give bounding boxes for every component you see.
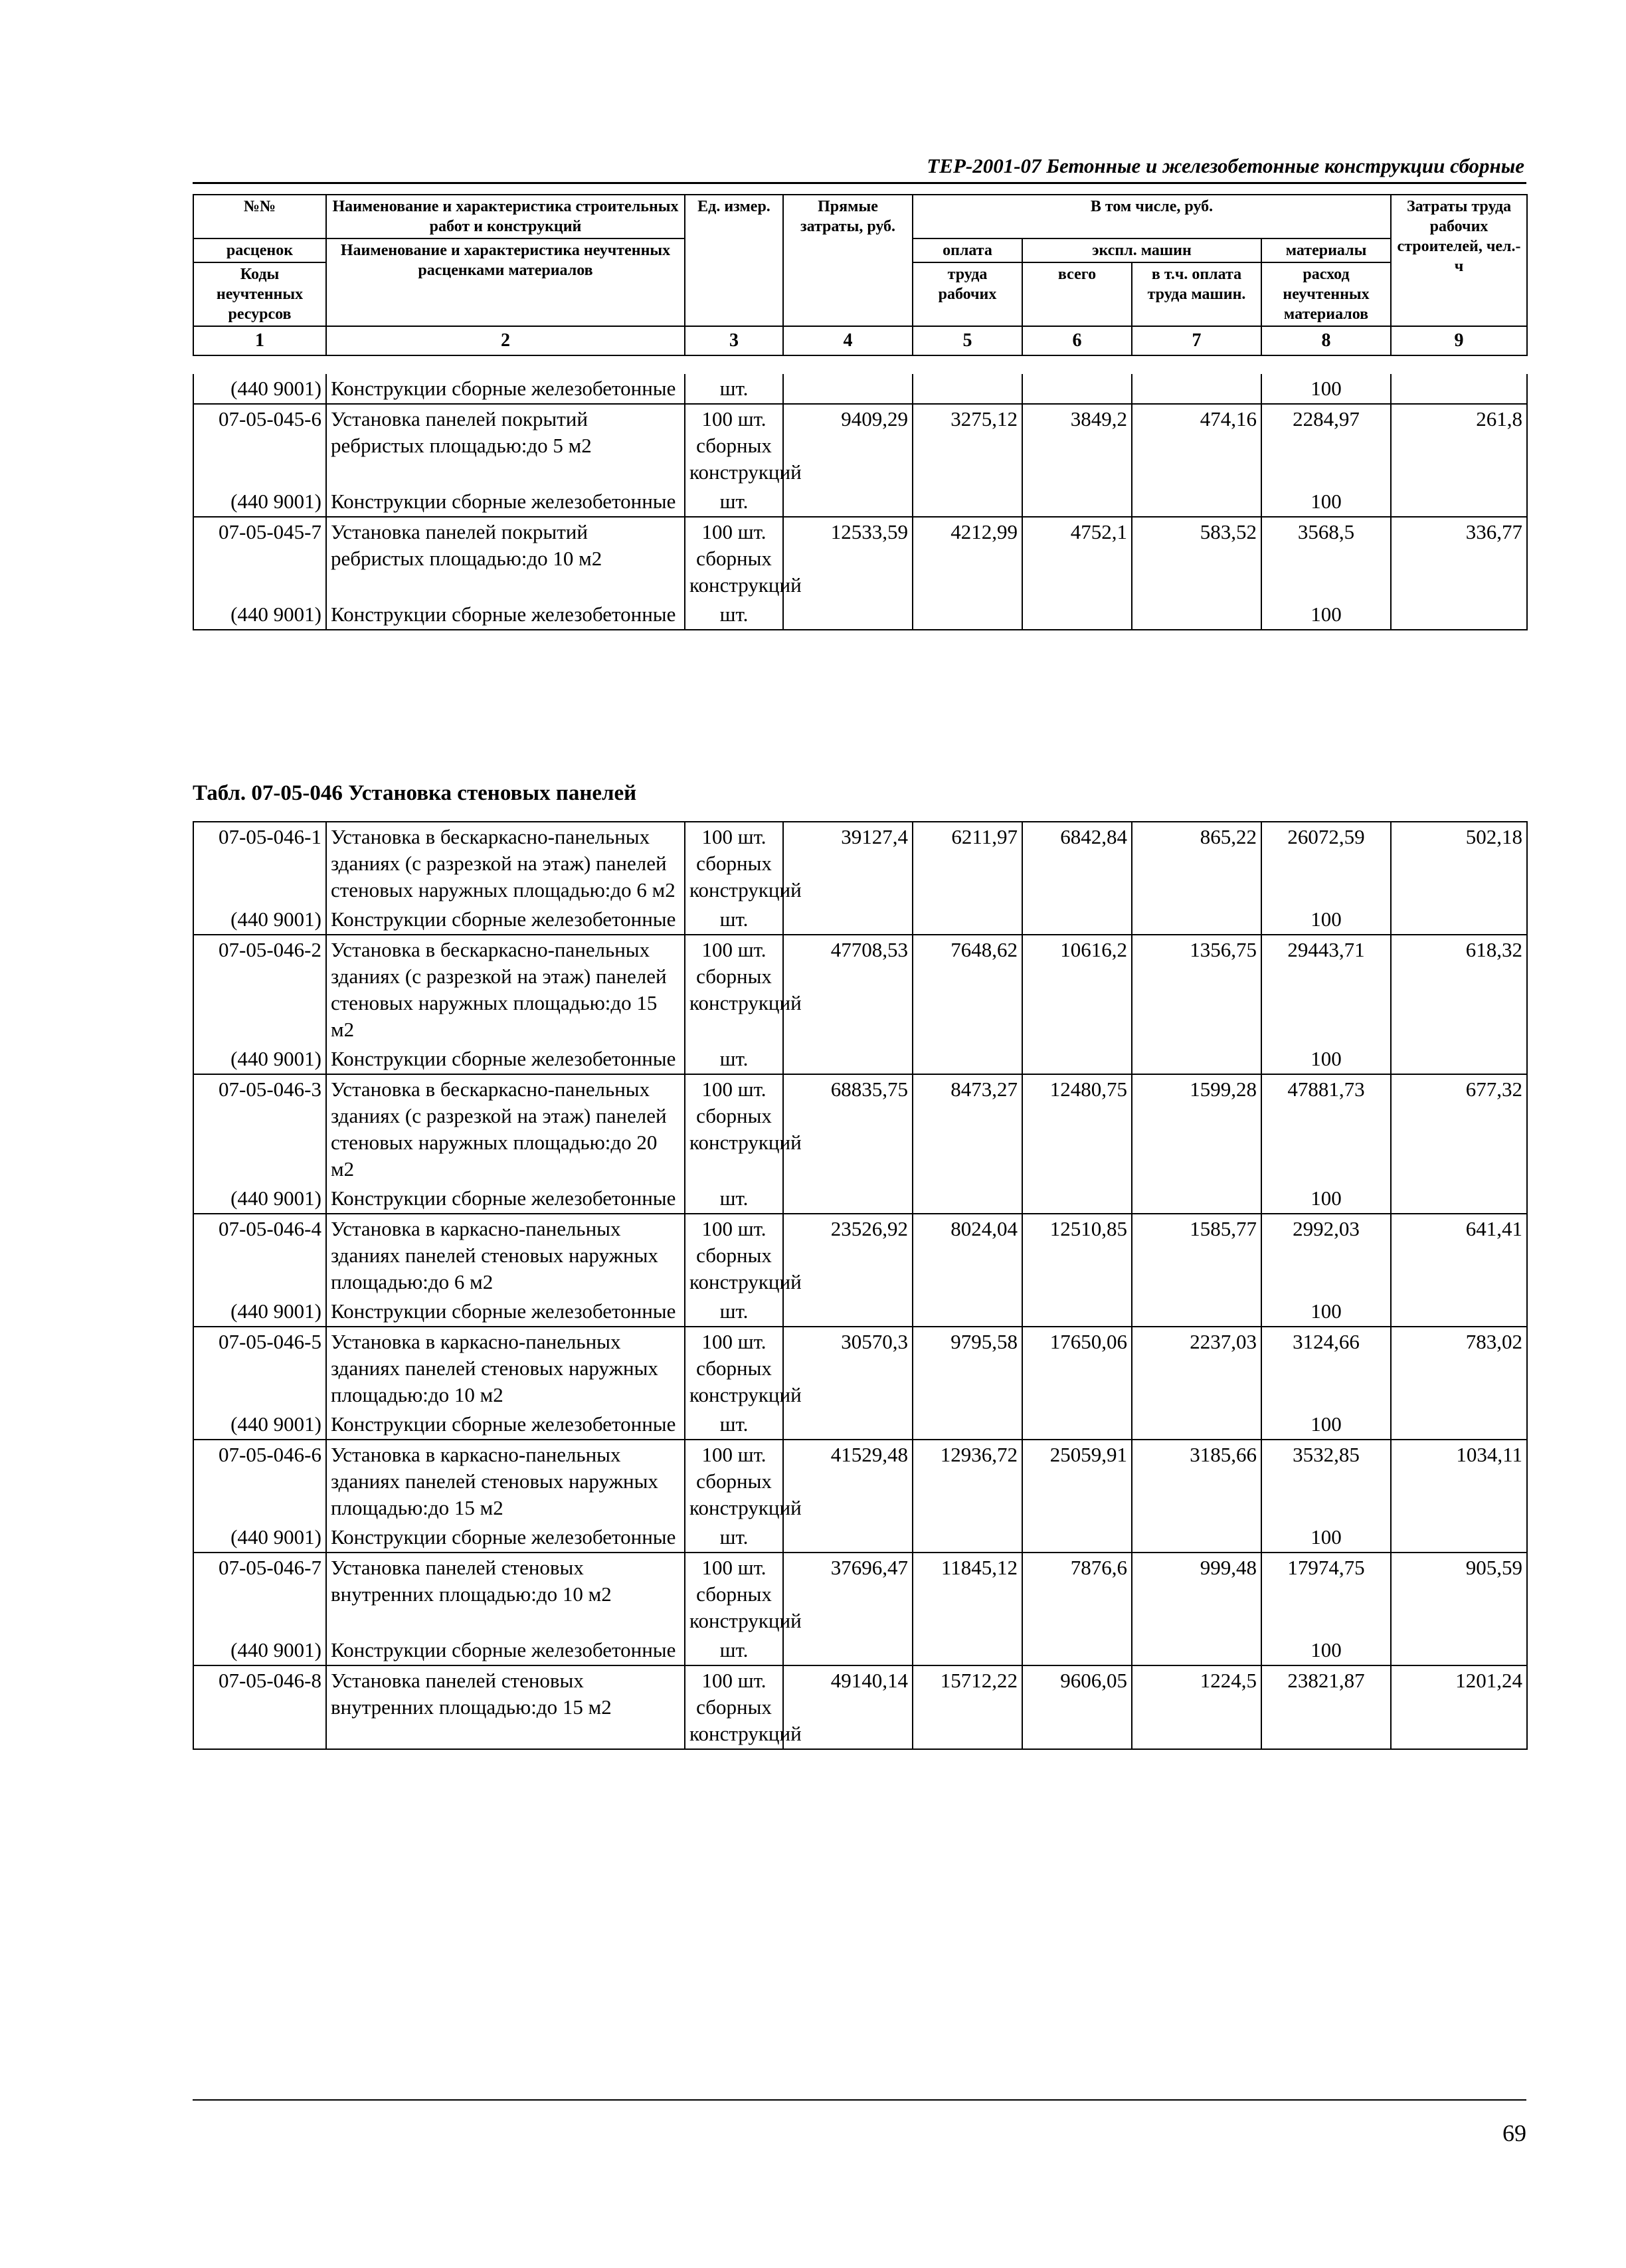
page-number: 69 — [1502, 2120, 1526, 2146]
header-col5-b: труда рабочих — [913, 262, 1022, 326]
work-name: Конструкции сборные железобетонные — [326, 1297, 685, 1327]
machine-wages: 1356,75 — [1132, 935, 1261, 1044]
table-07-05-046 — [193, 821, 1528, 1750]
resource-row — [193, 1184, 1527, 1214]
worker-wages — [913, 374, 1022, 404]
rate-row — [193, 935, 1527, 1044]
running-header: ТЕР-2001-07 Бетонные и железобетонные конструкции сборные — [927, 154, 1524, 177]
rate-code: 07-05-046-5 — [193, 1327, 326, 1410]
labor-costs: 905,59 — [1391, 1553, 1527, 1636]
direct-costs: 41529,48 — [783, 1440, 913, 1523]
machine-costs: 4752,1 — [1022, 517, 1132, 600]
rate-row — [193, 1440, 1527, 1523]
unit: 100 шт. сборных конструкций — [685, 1440, 783, 1523]
machine-wages — [1132, 487, 1261, 517]
machine-costs: 12480,75 — [1022, 1074, 1132, 1184]
machine-wages: 2237,03 — [1132, 1327, 1261, 1410]
work-name: Конструкции сборные железобетонные — [326, 1410, 685, 1440]
direct-costs — [783, 1044, 913, 1074]
materials: 100 — [1261, 374, 1391, 404]
work-name: Установка в каркасно-панельных зданиях панелей стеновых наружных площадью:до 6 м2 — [326, 1214, 685, 1297]
rate-code: (440 9001) — [193, 487, 326, 517]
machine-wages: 1224,5 — [1132, 1665, 1261, 1749]
materials: 3568,5 — [1261, 517, 1391, 600]
resource-row — [193, 1523, 1527, 1553]
machine-wages — [1132, 1523, 1261, 1553]
machine-wages — [1132, 905, 1261, 935]
machine-wages: 3185,66 — [1132, 1440, 1261, 1523]
rate-code: 07-05-045-7 — [193, 517, 326, 600]
work-name: Установка панелей покрытий ребристых площадью:до 10 м2 — [326, 517, 685, 600]
labor-costs — [1391, 1044, 1527, 1074]
unit: шт. — [685, 374, 783, 404]
direct-costs: 37696,47 — [783, 1553, 913, 1636]
work-name: Конструкции сборные железобетонные — [326, 1636, 685, 1665]
direct-costs: 23526,92 — [783, 1214, 913, 1297]
unit: 100 шт. сборных конструкций — [685, 1665, 783, 1749]
unit: шт. — [685, 1410, 783, 1440]
worker-wages — [913, 600, 1022, 630]
direct-costs: 49140,14 — [783, 1665, 913, 1749]
unit: 100 шт. сборных конструкций — [685, 1553, 783, 1636]
header-col-machines: экспл. машин — [1022, 238, 1261, 262]
direct-costs — [783, 1636, 913, 1665]
header-col2-a: Наименование и характеристика строительных работ и конструкций — [326, 195, 685, 238]
header-col1-b: расценок — [193, 238, 326, 262]
direct-costs — [783, 600, 913, 630]
direct-costs — [783, 374, 913, 404]
rate-code: 07-05-046-3 — [193, 1074, 326, 1184]
direct-costs — [783, 487, 913, 517]
machine-wages — [1132, 374, 1261, 404]
resource-row — [193, 1410, 1527, 1440]
machine-wages: 474,16 — [1132, 404, 1261, 487]
header-col1-c: Коды неучтенных ресурсов — [193, 262, 326, 326]
unit: шт. — [685, 1636, 783, 1665]
labor-costs: 641,41 — [1391, 1214, 1527, 1297]
materials: 100 — [1261, 487, 1391, 517]
materials: 100 — [1261, 1184, 1391, 1214]
header-col1-a: №№ — [193, 195, 326, 238]
rate-code: (440 9001) — [193, 1044, 326, 1074]
resource-row — [193, 600, 1527, 630]
rate-code: (440 9001) — [193, 1636, 326, 1665]
header-col7: в т.ч. оплата труда машин. — [1132, 262, 1261, 326]
header-col2-b: Наименование и характеристика неучтенных расценками материалов — [326, 238, 685, 326]
table-caption: Табл. 07-05-046 Установка стеновых панелей — [193, 781, 637, 805]
rate-row — [193, 404, 1527, 487]
machine-wages: 583,52 — [1132, 517, 1261, 600]
work-name: Установка панелей стеновых внутренних площадью:до 15 м2 — [326, 1665, 685, 1749]
work-name: Установка панелей стеновых внутренних площадью:до 10 м2 — [326, 1553, 685, 1636]
header-col4: Прямые затраты, руб. — [783, 195, 913, 326]
header-col8-b: расход неучтенных материалов — [1261, 262, 1391, 326]
materials: 100 — [1261, 1297, 1391, 1327]
worker-wages: 7648,62 — [913, 935, 1022, 1044]
work-name: Конструкции сборные железобетонные — [326, 1523, 685, 1553]
materials: 100 — [1261, 1523, 1391, 1553]
rate-code: 07-05-046-4 — [193, 1214, 326, 1297]
machine-wages: 1585,77 — [1132, 1214, 1261, 1297]
unit: шт. — [685, 1184, 783, 1214]
work-name: Установка в бескаркасно-панельных зданиях (с разрезкой на этаж) панелей стеновых наружных площадью:до 20 м2 — [326, 1074, 685, 1184]
rate-row — [193, 1214, 1527, 1297]
direct-costs — [783, 1297, 913, 1327]
labor-costs — [1391, 1523, 1527, 1553]
work-name: Установка в каркасно-панельных зданиях панелей стеновых наружных площадью:до 15 м2 — [326, 1440, 685, 1523]
work-name: Конструкции сборные железобетонные — [326, 487, 685, 517]
direct-costs: 30570,3 — [783, 1327, 913, 1410]
labor-costs: 618,32 — [1391, 935, 1527, 1044]
rate-code: 07-05-045-6 — [193, 404, 326, 487]
unit: 100 шт. сборных конструкций — [685, 935, 783, 1044]
unit: 100 шт. сборных конструкций — [685, 517, 783, 600]
labor-costs — [1391, 374, 1527, 404]
worker-wages: 3275,12 — [913, 404, 1022, 487]
table-header — [193, 194, 1528, 356]
rate-code: 07-05-046-7 — [193, 1553, 326, 1636]
work-name: Установка в бескаркасно-панельных зданиях (с разрезкой на этаж) панелей стеновых наружных площадью:до 6 м2 — [326, 822, 685, 905]
header-col9: Затраты труда рабочих строителей, чел.-ч — [1391, 195, 1527, 326]
resource-row — [193, 374, 1527, 404]
rate-code: (440 9001) — [193, 374, 326, 404]
header-col3: Ед. измер. — [685, 195, 783, 326]
header-col8-a: материалы — [1261, 238, 1391, 262]
materials: 3124,66 — [1261, 1327, 1391, 1410]
labor-costs — [1391, 1410, 1527, 1440]
materials: 100 — [1261, 1410, 1391, 1440]
materials: 47881,73 — [1261, 1074, 1391, 1184]
header-rule — [193, 182, 1526, 184]
rate-code: (440 9001) — [193, 600, 326, 630]
direct-costs: 47708,53 — [783, 935, 913, 1044]
header-num: 7 — [1132, 326, 1261, 355]
materials: 29443,71 — [1261, 935, 1391, 1044]
labor-costs: 1201,24 — [1391, 1665, 1527, 1749]
machine-costs — [1022, 1636, 1132, 1665]
machine-costs — [1022, 1184, 1132, 1214]
rate-code: (440 9001) — [193, 1184, 326, 1214]
direct-costs: 68835,75 — [783, 1074, 913, 1184]
rate-code: 07-05-046-1 — [193, 822, 326, 905]
unit: 100 шт. сборных конструкций — [685, 1327, 783, 1410]
work-name: Установка в бескаркасно-панельных зданиях (с разрезкой на этаж) панелей стеновых наружных площадью:до 15 м2 — [326, 935, 685, 1044]
work-name: Конструкции сборные железобетонные — [326, 1184, 685, 1214]
unit: 100 шт. сборных конструкций — [685, 822, 783, 905]
machine-costs: 3849,2 — [1022, 404, 1132, 487]
rate-code: 07-05-046-2 — [193, 935, 326, 1044]
labor-costs — [1391, 487, 1527, 517]
worker-wages: 8473,27 — [913, 1074, 1022, 1184]
labor-costs — [1391, 1636, 1527, 1665]
rate-code: (440 9001) — [193, 1297, 326, 1327]
direct-costs — [783, 1410, 913, 1440]
labor-costs — [1391, 1297, 1527, 1327]
worker-wages — [913, 1044, 1022, 1074]
rate-code: (440 9001) — [193, 905, 326, 935]
footer-rule — [193, 2099, 1526, 2101]
unit: шт. — [685, 1523, 783, 1553]
header-num: 6 — [1022, 326, 1132, 355]
rate-code: 07-05-046-6 — [193, 1440, 326, 1523]
labor-costs: 783,02 — [1391, 1327, 1527, 1410]
machine-wages — [1132, 1184, 1261, 1214]
rate-code: (440 9001) — [193, 1410, 326, 1440]
materials: 26072,59 — [1261, 822, 1391, 905]
work-name: Конструкции сборные железобетонные — [326, 905, 685, 935]
materials: 23821,87 — [1261, 1665, 1391, 1749]
worker-wages: 12936,72 — [913, 1440, 1022, 1523]
rate-row — [193, 1074, 1527, 1184]
labor-costs — [1391, 1184, 1527, 1214]
worker-wages — [913, 905, 1022, 935]
machine-wages — [1132, 1636, 1261, 1665]
machine-wages — [1132, 1410, 1261, 1440]
materials: 100 — [1261, 600, 1391, 630]
worker-wages — [913, 1636, 1022, 1665]
machine-costs: 25059,91 — [1022, 1440, 1132, 1523]
worker-wages: 8024,04 — [913, 1214, 1022, 1297]
unit: шт. — [685, 487, 783, 517]
resource-row — [193, 1297, 1527, 1327]
work-name: Установка в каркасно-панельных зданиях панелей стеновых наружных площадью:до 10 м2 — [326, 1327, 685, 1410]
table-07-05-045 — [193, 374, 1528, 630]
work-name: Конструкции сборные железобетонные — [326, 1044, 685, 1074]
header-col-group: В том числе, руб. — [913, 195, 1391, 238]
rate-row — [193, 1327, 1527, 1410]
work-name: Конструкции сборные железобетонные — [326, 374, 685, 404]
materials: 2284,97 — [1261, 404, 1391, 487]
header-row-1 — [193, 195, 1527, 238]
labor-costs: 1034,11 — [1391, 1440, 1527, 1523]
labor-costs: 502,18 — [1391, 822, 1527, 905]
worker-wages — [913, 1184, 1022, 1214]
machine-costs: 9606,05 — [1022, 1665, 1132, 1749]
header-col6: всего — [1022, 262, 1132, 326]
rate-row — [193, 822, 1527, 905]
labor-costs: 261,8 — [1391, 404, 1527, 487]
unit: 100 шт. сборных конструкций — [685, 404, 783, 487]
machine-costs: 12510,85 — [1022, 1214, 1132, 1297]
worker-wages — [913, 1523, 1022, 1553]
machine-wages: 999,48 — [1132, 1553, 1261, 1636]
resource-row — [193, 487, 1527, 517]
header-col5-a: оплата — [913, 238, 1022, 262]
machine-costs — [1022, 374, 1132, 404]
labor-costs — [1391, 600, 1527, 630]
worker-wages — [913, 1297, 1022, 1327]
machine-costs — [1022, 1410, 1132, 1440]
worker-wages — [913, 1410, 1022, 1440]
machine-costs — [1022, 487, 1132, 517]
header-num: 3 — [685, 326, 783, 355]
unit: шт. — [685, 1297, 783, 1327]
direct-costs: 39127,4 — [783, 822, 913, 905]
labor-costs: 677,32 — [1391, 1074, 1527, 1184]
machine-wages — [1132, 600, 1261, 630]
worker-wages: 11845,12 — [913, 1553, 1022, 1636]
direct-costs — [783, 1523, 913, 1553]
machine-costs: 17650,06 — [1022, 1327, 1132, 1410]
materials: 100 — [1261, 905, 1391, 935]
direct-costs: 12533,59 — [783, 517, 913, 600]
machine-costs: 10616,2 — [1022, 935, 1132, 1044]
resource-row — [193, 905, 1527, 935]
worker-wages: 9795,58 — [913, 1327, 1022, 1410]
unit: 100 шт. сборных конструкций — [685, 1214, 783, 1297]
rate-row — [193, 517, 1527, 600]
header-num: 2 — [326, 326, 685, 355]
direct-costs — [783, 905, 913, 935]
worker-wages — [913, 487, 1022, 517]
worker-wages: 6211,97 — [913, 822, 1022, 905]
unit: шт. — [685, 905, 783, 935]
machine-wages — [1132, 1044, 1261, 1074]
resource-row — [193, 1636, 1527, 1665]
machine-wages — [1132, 1297, 1261, 1327]
machine-costs — [1022, 905, 1132, 935]
labor-costs: 336,77 — [1391, 517, 1527, 600]
materials: 2992,03 — [1261, 1214, 1391, 1297]
header-num: 8 — [1261, 326, 1391, 355]
header-number-row — [193, 326, 1527, 355]
machine-costs — [1022, 1297, 1132, 1327]
header-num: 1 — [193, 326, 326, 355]
machine-costs: 7876,6 — [1022, 1553, 1132, 1636]
direct-costs: 9409,29 — [783, 404, 913, 487]
header-num: 5 — [913, 326, 1022, 355]
rate-code: (440 9001) — [193, 1523, 326, 1553]
materials: 3532,85 — [1261, 1440, 1391, 1523]
machine-wages: 1599,28 — [1132, 1074, 1261, 1184]
work-name: Установка панелей покрытий ребристых площадью:до 5 м2 — [326, 404, 685, 487]
rate-code: 07-05-046-8 — [193, 1665, 326, 1749]
unit: 100 шт. сборных конструкций — [685, 1074, 783, 1184]
machine-costs — [1022, 1044, 1132, 1074]
rate-row — [193, 1553, 1527, 1636]
header-num: 4 — [783, 326, 913, 355]
materials: 17974,75 — [1261, 1553, 1391, 1636]
materials: 100 — [1261, 1044, 1391, 1074]
header-num: 9 — [1391, 326, 1527, 355]
direct-costs — [783, 1184, 913, 1214]
machine-costs: 6842,84 — [1022, 822, 1132, 905]
rate-row — [193, 1665, 1527, 1749]
worker-wages: 15712,22 — [913, 1665, 1022, 1749]
resource-row — [193, 1044, 1527, 1074]
machine-wages: 865,22 — [1132, 822, 1261, 905]
machine-costs — [1022, 1523, 1132, 1553]
unit: шт. — [685, 600, 783, 630]
unit: шт. — [685, 1044, 783, 1074]
labor-costs — [1391, 905, 1527, 935]
materials: 100 — [1261, 1636, 1391, 1665]
worker-wages: 4212,99 — [913, 517, 1022, 600]
machine-costs — [1022, 600, 1132, 630]
work-name: Конструкции сборные железобетонные — [326, 600, 685, 630]
